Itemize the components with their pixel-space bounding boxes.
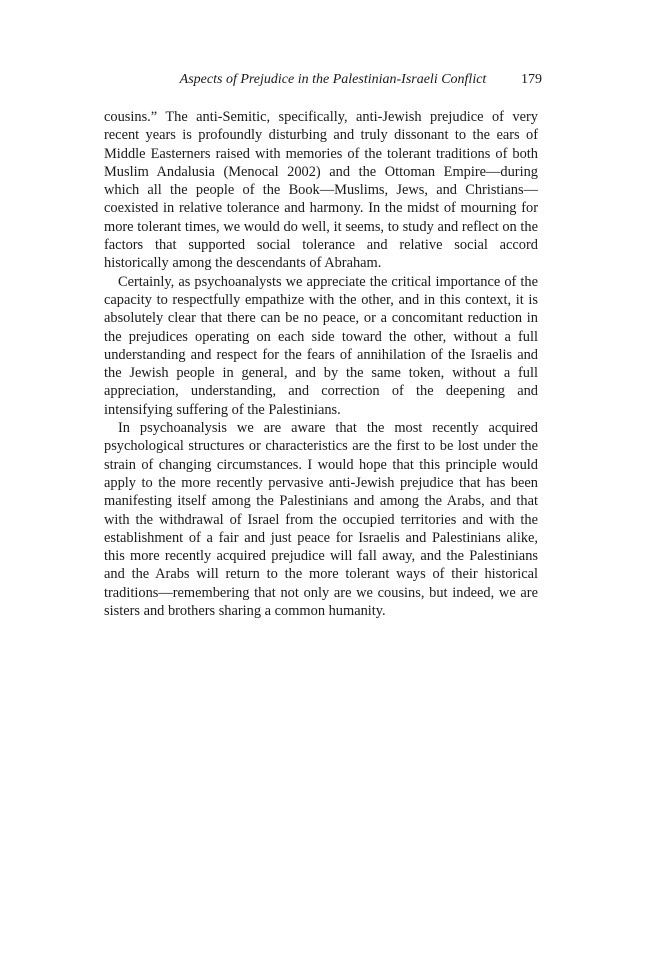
paragraph-empathy: Certainly, as psychoanalysts we appreciate the critical importance of the capacity to respectfully empathize with the other, and in this context, it is absolutely clear that there can be no peace, or a concomitant reduction in the prejudices operating on each side toward the other, without a full understanding and respect for the fears of annihilation of the Israelis and the Jewish people in general, and by the same token, without a full appreciation, understanding, and correction of the deepening and intensifying suffering of the Palestinians. <box>104 273 538 418</box>
body-text <box>104 108 538 620</box>
paragraph-continuation: cousins.” The anti-Semitic, specifically, anti-Jewish prejudice of very recent years is profoundly disturbing and truly dissonant to the ears of Middle Easterners raised with memories of the tolerant traditions of both Muslim Andalusia (Menocal 2002) and the Ottoman Empire—during which all the people of the Book—Muslims, Jews, and Christians—coexisted in relative tolerance and harmony. In the midst of mourning for more tolerant times, we would do well, it seems, to study and reflect on the factors that supported social tolerance and relative social accord historically among the descendants of Abraham. <box>104 109 538 272</box>
paragraph-psychoanalysis: In psychoanalysis we are aware that the most recently acquired psychological structures or characteristics are the first to be lost under the strain of changing circumstances. I would hope that this principle would apply to the more recently pervasive anti-Jewish prejudice that has been manifesting itself among the Palestinians and among the Arabs, and that with the withdrawal of Israel from the occupied territories and with the establishment of a fair and just peace for Israelis and Palestinians alike, this more recently acquired prejudice will fall away, and the Palestinians and the Arabs will return to the more tolerant ways of their historical traditions—remembering that not only are we cousins, but indeed, we are sisters and brothers sharing a common humanity. <box>104 420 538 620</box>
running-head: Aspects of Prejudice in the Palestinian-Israeli Conflict <box>179 72 487 87</box>
page-number: 179 <box>521 72 542 87</box>
